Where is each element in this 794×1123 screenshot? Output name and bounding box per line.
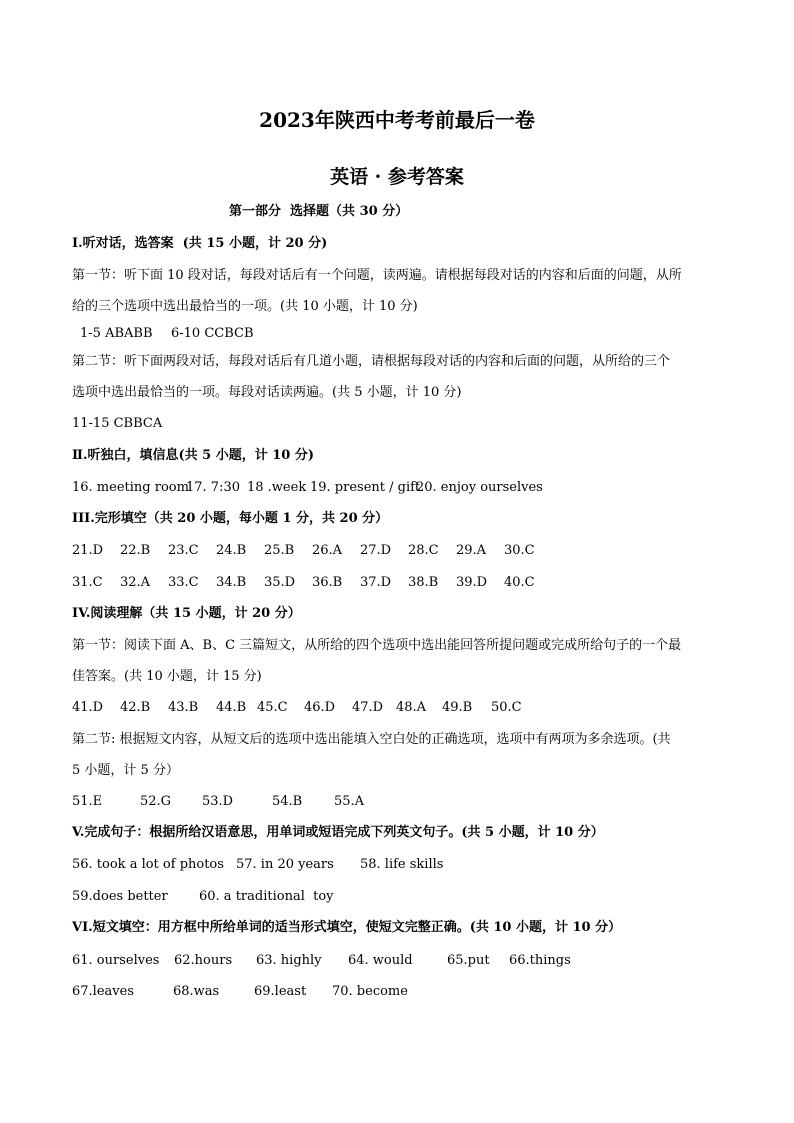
answer-53: 53.D	[202, 794, 234, 809]
answer-64: 64. would	[348, 953, 413, 968]
answer-34: 34.B	[216, 575, 247, 590]
section1-heading: Ⅰ.听对话，选答案 (共 15 小题，计 20 分)	[72, 236, 328, 251]
answer-44: 44.B	[216, 700, 247, 715]
answer-20: 20. enjoy ourselves	[416, 480, 543, 495]
document-subtitle: 英语 · 参考答案	[330, 166, 464, 188]
answer-32: 32.A	[120, 575, 151, 590]
answer-67: 67.leaves	[72, 984, 134, 999]
answer-23: 23.C	[168, 543, 199, 558]
answer-50: 50.C	[491, 700, 522, 715]
answer-25: 25.B	[264, 543, 295, 558]
section4-part1-instruction-line2: 佳答案。(共 10 小题，计 15 分)	[72, 669, 262, 684]
answer-22: 22.B	[120, 543, 151, 558]
answer-31: 31.C	[72, 575, 103, 590]
answer-61: 61. ourselves	[72, 953, 160, 968]
answer-68: 68.was	[173, 984, 220, 999]
answer-58: 58. life skills	[360, 857, 444, 872]
answer-70: 70. become	[332, 984, 408, 999]
answer-69: 69.least	[254, 984, 307, 999]
answer-41: 41.D	[72, 700, 104, 715]
section6-heading: VI.短文填空：用方框中所给单词的适当形式填空，使短文完整正确。(共 10 小题，计 10 分）	[72, 920, 622, 935]
answer-48: 48.A	[396, 700, 427, 715]
answer-26: 26.A	[312, 543, 343, 558]
answer-24: 24.B	[216, 543, 247, 558]
answer-43: 43.B	[168, 700, 199, 715]
answer-57: 57. in 20 years	[236, 857, 334, 872]
answer-66: 66.things	[509, 953, 571, 968]
section5-heading: V.完成句子：根据所给汉语意思，用单词或短语完成下列英文句子。(共 5 小题，计 10 分）	[72, 825, 604, 840]
answer-16: 16. meeting room	[72, 480, 189, 495]
answer-38: 38.B	[408, 575, 439, 590]
answer-51: 51.E	[72, 794, 103, 809]
section1-part1-instruction-line1: 第一节：听下面 10 段对话，每段对话后有一个问题，读两遍。请根据每段对话的内容和后面的问题，从所	[72, 268, 682, 283]
answer-18: 18 .week	[247, 480, 307, 495]
answer-59: 59.does better	[72, 889, 168, 904]
answer-65: 65.put	[447, 953, 490, 968]
answer-19: 19. present / gift	[310, 480, 421, 495]
answer-30: 30.C	[504, 543, 535, 558]
section4-heading: IV.阅读理解（共 15 小题，计 20 分）	[72, 606, 301, 621]
section1-part2-instruction-line1: 第二节：听下面两段对话，每段对话后有几道小题，请根据每段对话的内容和后面的问题，从所给的三个	[72, 354, 671, 369]
answer-36: 36.B	[312, 575, 343, 590]
answer-33: 33.C	[168, 575, 199, 590]
answer-42: 42.B	[120, 700, 151, 715]
answer-63: 63. highly	[256, 953, 322, 968]
section4-part1-instruction-line1: 第一节：阅读下面 A、B、C 三篇短文，从所给的四个选项中选出能回答所提问题或完成所给句子的一个最	[72, 638, 682, 653]
answer-39: 39.D	[456, 575, 488, 590]
document-title: 2023年陕西中考考前最后一卷	[259, 108, 535, 132]
answer-60: 60. a traditional toy	[199, 889, 334, 904]
answers-1-5: 1-5 ABABB	[80, 326, 153, 341]
answer-54: 54.B	[272, 794, 303, 809]
answers-11-15: 11-15 CBBCA	[72, 416, 163, 431]
section4-part2-instruction-line1: 第二节: 根据短文内容，从短文后的选项中选出能填入空白处的正确选项，选项中有两项为多余选项。(共	[72, 732, 671, 747]
answers-6-10: 6-10 CCBCB	[171, 326, 254, 341]
answer-46: 46.D	[304, 700, 336, 715]
answer-62: 62.hours	[174, 953, 233, 968]
answer-40: 40.C	[504, 575, 535, 590]
section1-part1-instruction-line2: 给的三个选项中选出最恰当的一项。(共 10 小题，计 10 分)	[72, 299, 418, 314]
answer-47: 47.D	[352, 700, 384, 715]
section1-part2-instruction-line2: 选项中选出最恰当的一项。每段对话读两遍。(共 5 小题，计 10 分)	[72, 385, 462, 400]
answer-49: 49.B	[442, 700, 473, 715]
section3-heading: III.完形填空（共 20 小题，每小题 1 分，共 20 分）	[72, 511, 389, 526]
answer-35: 35.D	[264, 575, 296, 590]
part1-heading: 第一部分 选择题（共 30 分）	[229, 204, 409, 219]
answer-37: 37.D	[360, 575, 392, 590]
answer-29: 29.A	[456, 543, 487, 558]
section2-heading: Ⅱ.听独白，填信息(共 5 小题，计 10 分)	[72, 448, 315, 463]
answer-56: 56. took a lot of photos	[72, 857, 224, 872]
section4-part2-instruction-line2: 5 小题，计 5 分）	[72, 763, 179, 778]
answer-52: 52.G	[140, 794, 172, 809]
answer-27: 27.D	[360, 543, 392, 558]
answer-21: 21.D	[72, 543, 104, 558]
answer-17: 17. 7:30	[186, 480, 240, 495]
answer-45: 45.C	[257, 700, 288, 715]
answer-55: 55.A	[334, 794, 365, 809]
answer-28: 28.C	[408, 543, 439, 558]
